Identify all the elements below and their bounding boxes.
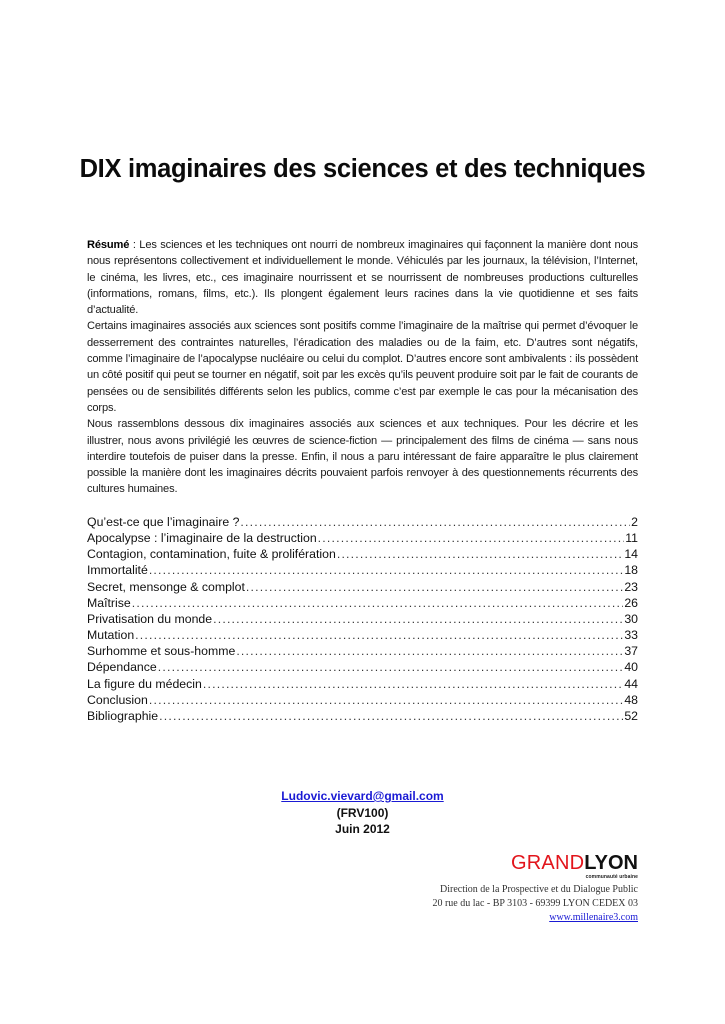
toc-entry-page: 37 [624, 644, 638, 659]
toc-leader-dots [213, 611, 623, 627]
toc-entry[interactable] [87, 676, 638, 692]
toc-entry-page: 52 [624, 709, 638, 723]
grandlyon-logo [420, 852, 638, 881]
toc-entry-title: Surhomme et sous-homme [87, 644, 236, 659]
toc-entry-page: 48 [624, 692, 638, 707]
toc-entry-page: 26 [624, 595, 638, 610]
toc-entry-title: Dépendance [87, 660, 157, 675]
toc-entry-page: 30 [624, 611, 638, 626]
toc-leader-dots [135, 627, 623, 643]
toc-entry-page: 2 [631, 514, 638, 529]
toc-leader-dots [158, 659, 624, 675]
abstract-paragraph: Certains imaginaires associés aux sciences sont positifs comme l’imaginaire de la maîtrise qui permet d’évoquer le desserrement des contraintes naturelles, l’éradication des maladies ou de la faim, etc. D’autres sont négatifs, comme l’imaginaire de l’apocalypse nucléaire ou celui du complot. D’autres encore sont ambivalents : ils possèdent un côté positif qui peut se tourner en négatif, soit par les excès qu’ils peuvent produire soit par le fait de courants de pensées ou de sensibilités différents selon les publics, comme c’est par exemple le cas pour la mécanisation des corps. [87, 320, 638, 414]
toc-leader-dots [132, 595, 624, 611]
toc-entry[interactable] [87, 659, 638, 675]
department-name: Direction de la Prospective et du Dialogue Public [439, 884, 638, 895]
document-code: (FRV100) [336, 805, 389, 820]
toc-entry[interactable] [87, 708, 638, 724]
toc-entry-title: Contagion, contamination, fuite & prolifération [87, 547, 336, 562]
logo-lyon: LYON [584, 852, 638, 874]
toc-entry-title: Secret, mensonge & complot [87, 579, 245, 594]
postal-address: 20 rue du lac - BP 3103 - 69399 LYON CEDEX 03 [432, 898, 638, 909]
toc-entry[interactable] [87, 546, 638, 562]
contact-block [0, 788, 725, 838]
table-of-contents [87, 514, 638, 724]
toc-leader-dots [149, 562, 624, 578]
toc-leader-dots [236, 643, 623, 659]
logo-subtitle: communauté urbaine [585, 874, 638, 880]
main-content [87, 237, 638, 724]
toc-entry-title: Immortalité [87, 563, 148, 578]
abstract-paragraph [87, 237, 638, 318]
toc-leader-dots [318, 530, 625, 546]
toc-entry[interactable] [87, 595, 638, 611]
toc-leader-dots [203, 676, 623, 692]
toc-entry-title: Bibliographie [87, 709, 159, 723]
toc-entry[interactable] [87, 562, 638, 578]
toc-entry-title: La figure du médecin [87, 676, 202, 691]
toc-entry-title: Qu’est-ce que l’imaginaire ? [87, 514, 240, 529]
toc-leader-dots [246, 579, 623, 595]
document-date: Juin 2012 [335, 822, 390, 836]
abstract-separator: : [129, 239, 140, 251]
abstract [87, 237, 638, 498]
toc-entry[interactable] [87, 627, 638, 643]
toc-entry[interactable] [87, 514, 638, 530]
toc-entry-page: 11 [625, 530, 638, 545]
toc-entry-title: Privatisation du monde [87, 611, 213, 626]
toc-entry-page: 18 [624, 563, 638, 578]
toc-entry-title: Maîtrise [87, 595, 131, 610]
abstract-paragraph: Nous rassemblons dessous dix imaginaires associés aux sciences et aux techniques. Pour les décrire et les illustrer, nous avons privilégié les œuvres de science-fiction — principalement des films de cinéma — sans nous interdire toutefois de puiser dans la presse. Enfin, il nous a paru intéressant de faire apparaître le plus clairement possible la manière dont les imaginaires décrits pouvaient parfois renvoyer à des questionnements récurrents des cultures humaines. [87, 418, 638, 496]
toc-entry[interactable] [87, 611, 638, 627]
toc-entry-page: 33 [624, 628, 638, 643]
publisher-footer [420, 852, 638, 925]
logo-grand: GRAND [511, 852, 585, 874]
toc-entry[interactable] [87, 579, 638, 595]
abstract-label: Résumé [87, 239, 130, 251]
toc-entry-title: Mutation [87, 628, 135, 643]
toc-leader-dots [149, 692, 623, 708]
toc-leader-dots [240, 514, 630, 530]
website-link[interactable]: www.millenaire3.com [549, 912, 638, 923]
toc-entry-page: 40 [624, 660, 638, 675]
toc-entry-page: 23 [624, 579, 638, 594]
toc-entry[interactable] [87, 643, 638, 659]
author-email-link[interactable]: Ludovic.vievard@gmail.com [281, 789, 444, 803]
toc-entry-page: 44 [624, 676, 638, 691]
abstract-text: Les sciences et les techniques ont nourri de nombreux imaginaires qui façonnent la manière dont nous nous représentons collectivement et individuellement le monde. Véhiculés par les journaux, la télévision, l’Internet, le cinéma, les livres, etc., ces imaginaire nourrissent et se nourrissent de nombreuses productions culturelles (informations, romans, films, etc.). Ils plongent également leurs racines dans la vie quotidienne et ses faits d’actualité. [87, 239, 638, 317]
toc-leader-dots [337, 546, 623, 562]
toc-entry[interactable] [87, 530, 638, 546]
toc-leader-dots [159, 708, 623, 724]
toc-entry-page: 14 [624, 547, 638, 562]
document-title: DIX imaginaires des sciences et des techniques [79, 155, 646, 183]
toc-entry[interactable] [87, 692, 638, 708]
toc-entry-title: Apocalypse : l’imaginaire de la destruction [87, 530, 317, 545]
toc-entry-title: Conclusion [87, 692, 148, 707]
